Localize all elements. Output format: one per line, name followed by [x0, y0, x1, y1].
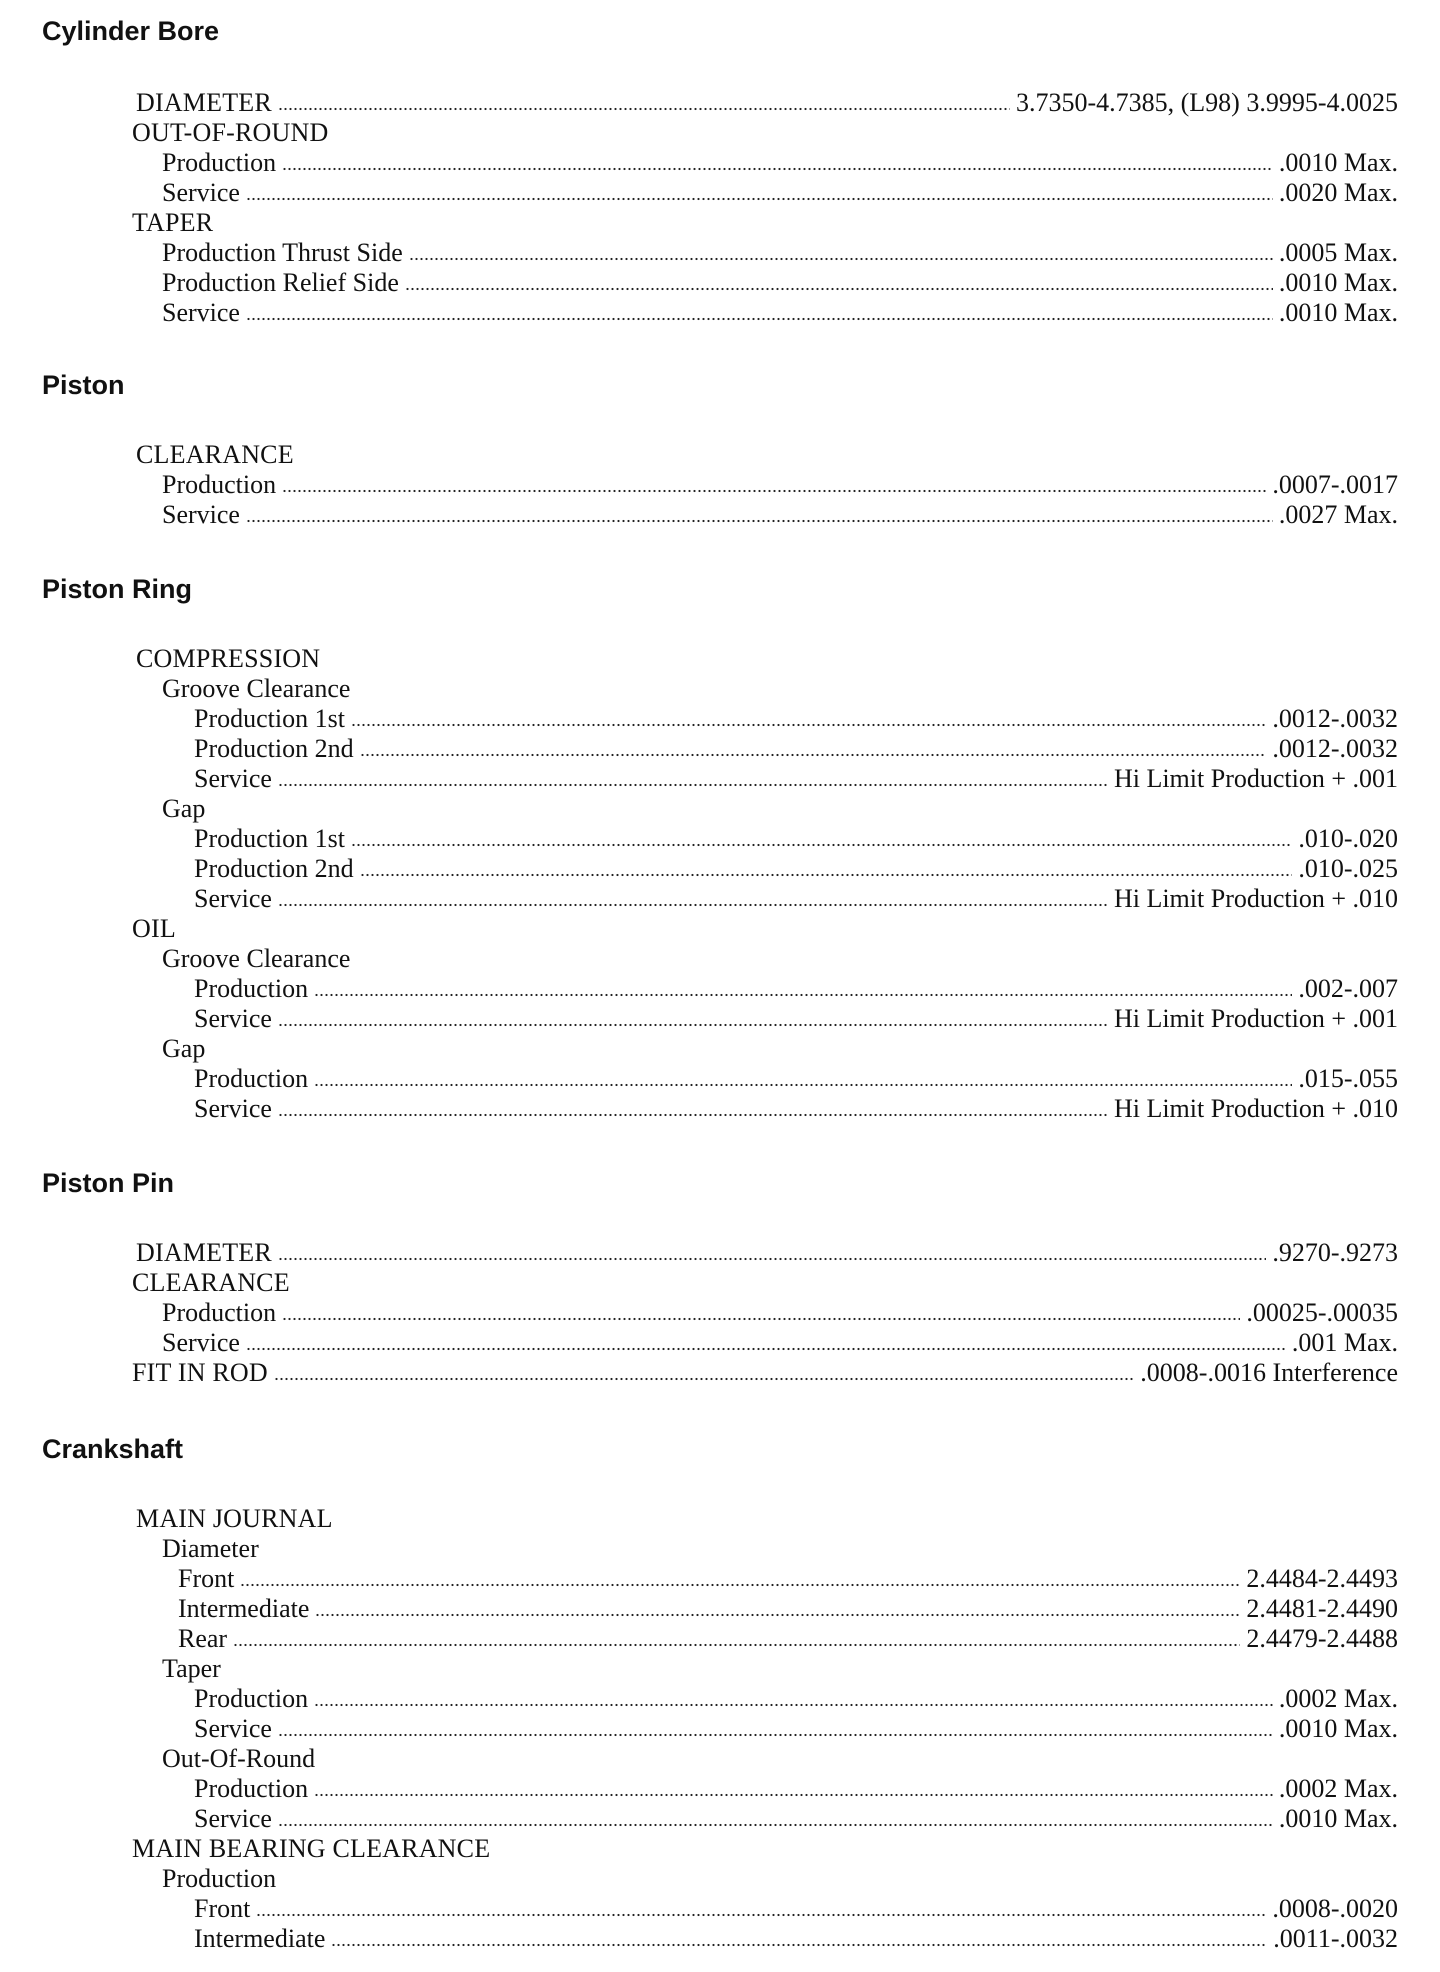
spec-value: 2.4481-2.4490: [1246, 1594, 1398, 1623]
spec-value: .0010 Max.: [1278, 148, 1398, 177]
spec-row: [0, 764, 1398, 794]
spec-label: Production Relief Side: [162, 268, 399, 297]
leader-dots: [278, 1095, 1108, 1117]
leader-dots: [314, 1685, 1273, 1707]
spec-row: [0, 1034, 1398, 1064]
leader-dots: [331, 1925, 1267, 1947]
spec-row: [0, 1328, 1398, 1358]
spec-row: [0, 88, 1398, 118]
spec-row: [0, 1534, 1398, 1564]
leader-dots: [282, 149, 1273, 171]
spec-label: Service: [194, 1004, 272, 1033]
spec-value: .0010 Max.: [1278, 268, 1398, 297]
spec-value: .0012-.0032: [1272, 734, 1398, 763]
leader-dots: [256, 1895, 1266, 1917]
spec-label: Production 1st: [194, 704, 345, 733]
leader-dots: [315, 1595, 1240, 1617]
spec-value: .00025-.00035: [1246, 1298, 1398, 1327]
leader-dots: [278, 1005, 1108, 1027]
leader-dots: [282, 471, 1266, 493]
spec-row: [0, 734, 1398, 764]
spec-row: [0, 238, 1398, 268]
spec-row: [0, 1834, 1398, 1864]
spec-value: .0012-.0032: [1272, 704, 1398, 733]
spec-label: Service: [194, 1094, 272, 1123]
spec-value: .0011-.0032: [1273, 1924, 1398, 1953]
spec-row: [0, 974, 1398, 1004]
leader-dots: [278, 1239, 1266, 1261]
spec-row: [0, 1924, 1398, 1954]
spec-row: [0, 1864, 1398, 1894]
spec-value: Hi Limit Production + .010: [1113, 1094, 1398, 1123]
spec-value: Hi Limit Production + .001: [1113, 1004, 1398, 1033]
leader-dots: [360, 855, 1293, 877]
spec-label: CLEARANCE: [132, 1268, 290, 1297]
spec-label: Production: [162, 1864, 277, 1893]
spec-label: Diameter: [162, 1534, 259, 1563]
leader-dots: [274, 1359, 1134, 1381]
spec-value: .9270-.9273: [1272, 1238, 1398, 1267]
spec-row: [0, 1564, 1398, 1594]
spec-row: [0, 794, 1398, 824]
spec-label: FIT IN ROD: [132, 1358, 268, 1387]
spec-label: Production: [194, 1064, 309, 1093]
spec-value: .0008-.0020: [1272, 1894, 1398, 1923]
spec-row: [0, 1624, 1398, 1654]
spec-value: .0010 Max.: [1278, 1804, 1398, 1833]
spec-label: Production: [194, 1684, 309, 1713]
spec-value: .0010 Max.: [1278, 298, 1398, 327]
spec-row: [0, 268, 1398, 298]
spec-row: [0, 1004, 1398, 1034]
spec-label: Production 2nd: [194, 854, 354, 883]
spec-label: OUT-OF-ROUND: [132, 118, 329, 147]
spec-label: Service: [194, 1714, 272, 1743]
spec-row: [0, 1504, 1398, 1534]
spec-value: .002-.007: [1298, 974, 1398, 1003]
spec-row: [0, 1684, 1398, 1714]
spec-row: [0, 1654, 1398, 1684]
section-heading: Cylinder Bore: [42, 16, 220, 46]
section-heading: Piston Pin: [42, 1168, 175, 1198]
spec-label: TAPER: [132, 208, 214, 237]
leader-dots: [246, 299, 1273, 321]
spec-label: Service: [162, 1328, 240, 1357]
leader-dots: [278, 885, 1108, 907]
spec-label: Service: [162, 500, 240, 529]
spec-label: Groove Clearance: [162, 944, 351, 973]
spec-row: [0, 500, 1398, 530]
section-heading: Piston: [42, 370, 125, 400]
spec-value: .0020 Max.: [1278, 178, 1398, 207]
spec-row: [0, 440, 1398, 470]
spec-row: [0, 1744, 1398, 1774]
spec-row: [0, 1594, 1398, 1624]
leader-dots: [314, 975, 1292, 997]
spec-label: Production: [162, 148, 277, 177]
leader-dots: [246, 1329, 1286, 1351]
spec-value: 2.4479-2.4488: [1246, 1624, 1398, 1653]
spec-label: Groove Clearance: [162, 674, 351, 703]
spec-value: .0002 Max.: [1278, 1684, 1398, 1713]
spec-row: [0, 298, 1398, 328]
spec-row: [0, 1238, 1398, 1268]
spec-label: Service: [194, 1804, 272, 1833]
leader-dots: [405, 269, 1273, 291]
spec-row: [0, 470, 1398, 500]
spec-value: 3.7350-4.7385, (L98) 3.9995-4.0025: [1015, 88, 1398, 117]
leader-dots: [246, 179, 1273, 201]
spec-label: CLEARANCE: [136, 440, 294, 469]
spec-value: .0002 Max.: [1278, 1774, 1398, 1803]
leader-dots: [233, 1625, 1240, 1647]
spec-value: .0007-.0017: [1272, 470, 1398, 499]
spec-row: [0, 1804, 1398, 1834]
spec-row: [0, 1094, 1398, 1124]
spec-label: Intermediate: [194, 1924, 326, 1953]
spec-row: [0, 1268, 1398, 1298]
spec-label: Production 2nd: [194, 734, 354, 763]
spec-row: [0, 1064, 1398, 1094]
spec-row: [0, 1298, 1398, 1328]
spec-label: Production: [194, 1774, 309, 1803]
spec-row: [0, 914, 1398, 944]
spec-label: DIAMETER: [136, 1238, 272, 1267]
spec-value: Hi Limit Production + .010: [1113, 884, 1398, 913]
spec-row: [0, 674, 1398, 704]
spec-row: [0, 944, 1398, 974]
spec-row: [0, 884, 1398, 914]
spec-label: Intermediate: [178, 1594, 310, 1623]
spec-label: Service: [194, 764, 272, 793]
spec-row: [0, 1774, 1398, 1804]
leader-dots: [278, 1805, 1273, 1827]
leader-dots: [314, 1775, 1273, 1797]
spec-value: .0027 Max.: [1278, 500, 1398, 529]
spec-value: .0010 Max.: [1278, 1714, 1398, 1743]
spec-value: 2.4484-2.4493: [1246, 1564, 1398, 1593]
spec-value: .015-.055: [1298, 1064, 1398, 1093]
spec-row: [0, 118, 1398, 148]
leader-dots: [409, 239, 1273, 261]
leader-dots: [246, 501, 1273, 523]
spec-row: [0, 208, 1398, 238]
leader-dots: [351, 705, 1266, 727]
leader-dots: [278, 1715, 1273, 1737]
leader-dots: [278, 89, 1010, 111]
spec-row: [0, 148, 1398, 178]
spec-value: Hi Limit Production + .001: [1113, 764, 1398, 793]
spec-value: .0005 Max.: [1278, 238, 1398, 267]
spec-label: MAIN BEARING CLEARANCE: [132, 1834, 491, 1863]
spec-label: Production Thrust Side: [162, 238, 403, 267]
spec-label: DIAMETER: [136, 88, 272, 117]
spec-label: Production: [162, 470, 277, 499]
leader-dots: [360, 735, 1267, 757]
spec-label: Rear: [178, 1624, 228, 1653]
leader-dots: [240, 1565, 1240, 1587]
spec-label: MAIN JOURNAL: [136, 1504, 333, 1533]
spec-label: Front: [194, 1894, 251, 1923]
spec-label: Service: [162, 178, 240, 207]
spec-value: .001 Max.: [1291, 1328, 1398, 1357]
spec-row: [0, 178, 1398, 208]
spec-label: Gap: [162, 1034, 206, 1063]
spec-value: .010-.025: [1298, 854, 1398, 883]
section-heading: Crankshaft: [42, 1434, 184, 1464]
spec-label: Taper: [162, 1654, 221, 1683]
leader-dots: [282, 1299, 1240, 1321]
spec-row: [0, 1894, 1398, 1924]
spec-label: Production 1st: [194, 824, 345, 853]
leader-dots: [351, 825, 1292, 847]
spec-label: Production: [194, 974, 309, 1003]
spec-label: Gap: [162, 794, 206, 823]
spec-value: .010-.020: [1298, 824, 1398, 853]
leader-dots: [278, 765, 1108, 787]
spec-row: [0, 704, 1398, 734]
spec-row: [0, 644, 1398, 674]
spec-label: Front: [178, 1564, 235, 1593]
section-heading: Piston Ring: [42, 574, 192, 604]
spec-row: [0, 1714, 1398, 1744]
leader-dots: [314, 1065, 1292, 1087]
spec-label: Service: [194, 884, 272, 913]
spec-row: [0, 854, 1398, 884]
spec-label: OIL: [132, 914, 176, 943]
spec-row: [0, 1358, 1398, 1388]
spec-label: COMPRESSION: [136, 644, 321, 673]
spec-label: Service: [162, 298, 240, 327]
spec-label: Production: [162, 1298, 277, 1327]
spec-label: Out-Of-Round: [162, 1744, 316, 1773]
spec-value: .0008-.0016 Interference: [1140, 1358, 1398, 1387]
spec-row: [0, 824, 1398, 854]
